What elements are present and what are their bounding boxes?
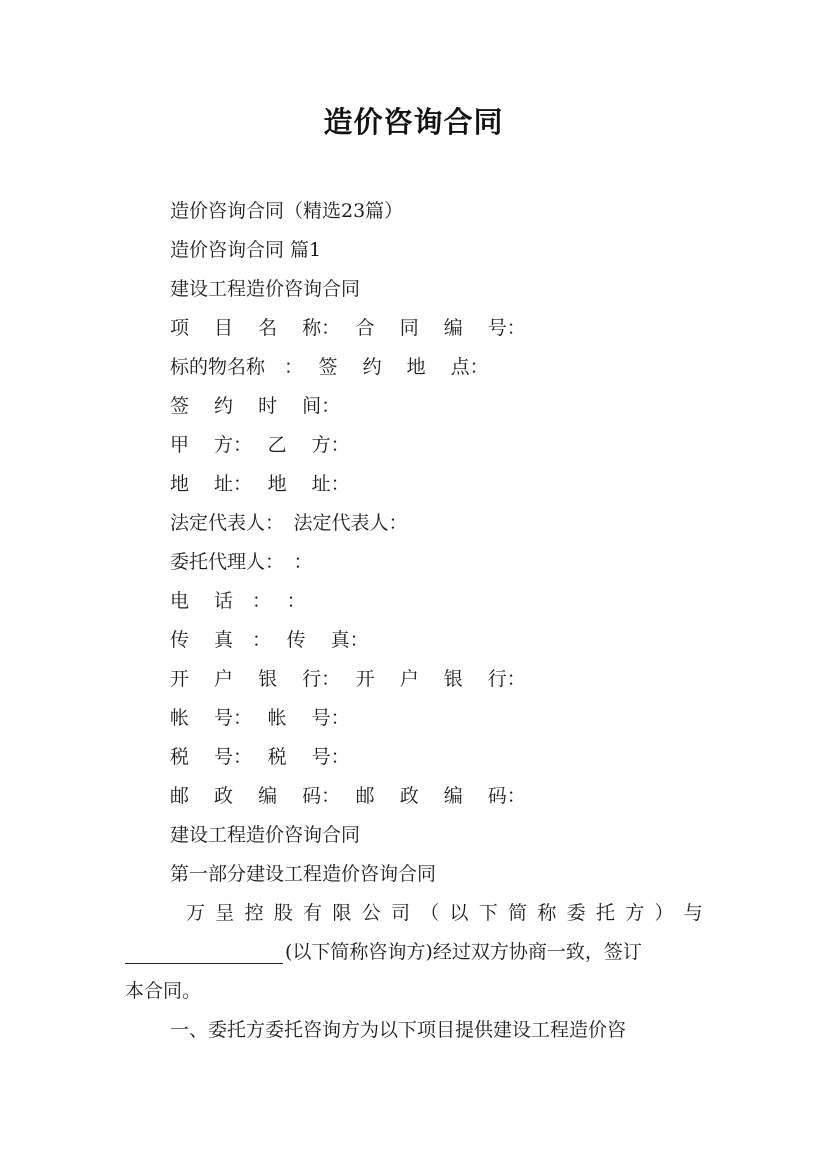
text-line: 开 户 银 行： 开 户 银 行： (170, 668, 526, 690)
paragraph-char: 限 (332, 902, 352, 924)
text-line: 法定代表人： 法定代表人： (170, 512, 408, 534)
paragraph-line: 一、委托方委托咨询方为以下项目提供建设工程造价咨 (170, 1019, 627, 1041)
text-line: 传 真 ： 传 真： (170, 629, 369, 651)
paragraph-char: 有 (303, 902, 323, 924)
text-line: 建设工程造价咨询合同 (170, 824, 361, 846)
text-line: 税 号： 税 号： (170, 746, 350, 768)
text-line: 电 话 ： ： (170, 590, 306, 612)
paragraph-char: 委 (566, 902, 586, 924)
paragraph-char: 与 (683, 902, 703, 924)
text-line: 造价咨询合同 篇1 (170, 239, 322, 261)
paragraph-char: 简 (508, 902, 528, 924)
text-line: 邮 政 编 码： 邮 政 编 码： (170, 785, 526, 807)
text-line: 地 址： 地 址： (170, 473, 350, 495)
text-line: 项 目 名 称： 合 同 编 号： (170, 317, 526, 339)
text-line: 帐 号： 帐 号： (170, 707, 350, 729)
text-line: 建设工程造价咨询合同 (170, 278, 361, 300)
text-line: 造价咨询合同（精选23篇） (170, 200, 404, 222)
text-line: 委托代理人： ： (170, 551, 313, 573)
paragraph-char: 呈 (215, 902, 235, 924)
paragraph-line-justified (186, 901, 703, 925)
paragraph-char: 公 (361, 902, 381, 924)
paragraph-text: (以下简称咨询方)经过双方协商一致，签订 (285, 941, 642, 963)
paragraph-char: 以 (449, 902, 469, 924)
paragraph-char: （ (420, 902, 440, 924)
fill-in-blank (125, 943, 283, 964)
paragraph-char: 万 (186, 902, 206, 924)
paragraph-line (125, 940, 642, 964)
paragraph-char: 股 (273, 902, 293, 924)
document-title: 造价咨询合同 (323, 105, 504, 139)
paragraph-char: 方 (625, 902, 645, 924)
text-line: 甲 方： 乙 方： (170, 434, 350, 456)
text-line: 标的物名称 ： 签 约 地 点： (170, 356, 489, 378)
paragraph-line: 本合同。 (125, 980, 202, 1002)
paragraph-char: ） (654, 902, 674, 924)
paragraph-char: 司 (390, 902, 410, 924)
text-line: 签 约 时 间： (170, 395, 341, 417)
text-line: 第一部分建设工程造价咨询合同 (170, 863, 437, 885)
paragraph-char: 下 (478, 902, 498, 924)
paragraph-char: 称 (537, 902, 557, 924)
paragraph-char: 托 (595, 902, 615, 924)
paragraph-char: 控 (244, 902, 264, 924)
